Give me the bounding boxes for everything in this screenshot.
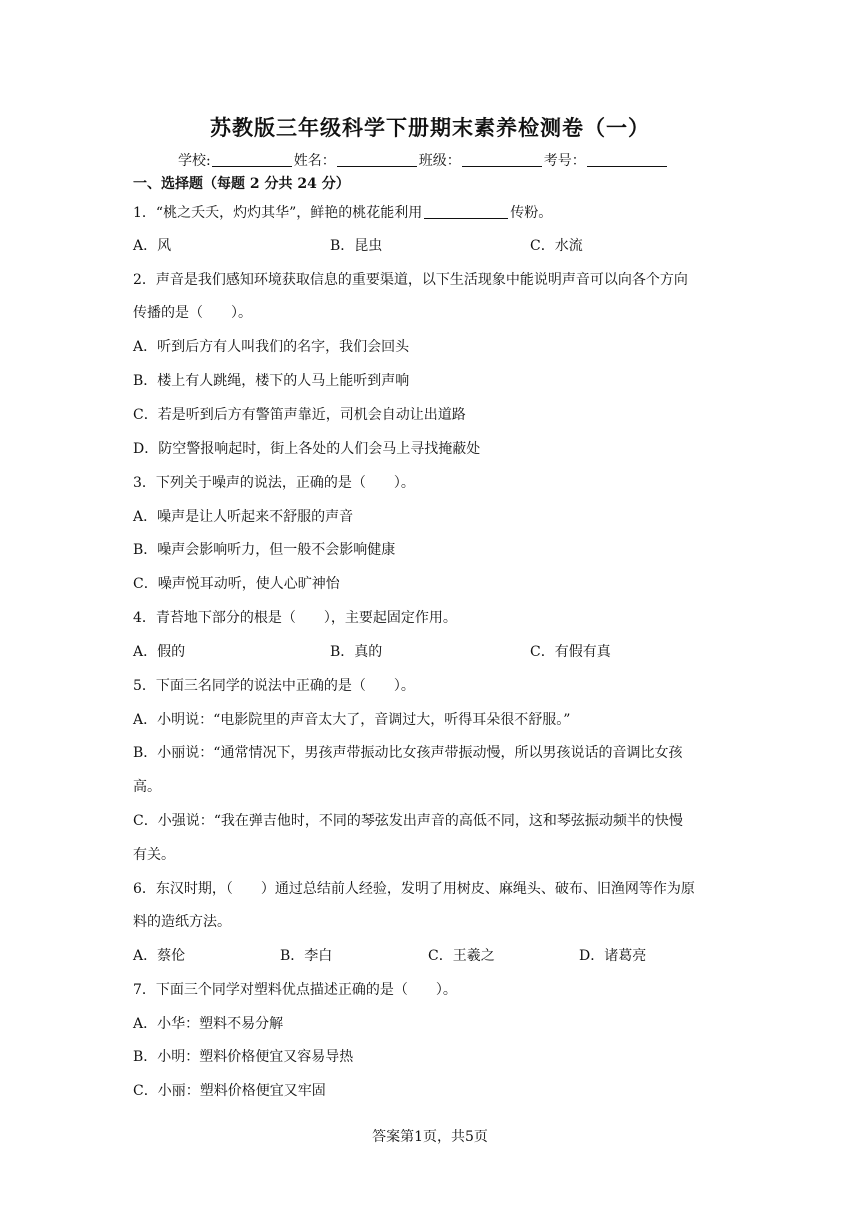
- question-3-option-a[interactable]: A．噪声是让人听起来不舒服的声音: [133, 509, 354, 525]
- question-4-option-b[interactable]: B．真的: [330, 644, 383, 660]
- question-3-option-c[interactable]: C．噪声悦耳动听，使人心旷神怡: [133, 576, 340, 592]
- name-label: 姓名：: [293, 153, 336, 169]
- exam-number-label: 考号：: [543, 153, 586, 169]
- question-6-option-a[interactable]: A．蔡伦: [133, 948, 186, 964]
- question-1-blank[interactable]: [424, 204, 508, 219]
- question-6-option-c[interactable]: C．王羲之: [428, 948, 495, 964]
- question-7-option-c[interactable]: C．小丽：塑料价格便宜又牢固: [133, 1083, 326, 1099]
- question-5-option-c-line2[interactable]: 有关。: [133, 847, 175, 863]
- student-info-row: [178, 150, 669, 170]
- question-5-option-b-line2[interactable]: 高。: [133, 779, 161, 795]
- school-label: 学校:: [178, 153, 211, 169]
- question-6-option-b[interactable]: B．李白: [280, 948, 333, 964]
- question-5-option-c-line1[interactable]: C．小强说：“我在弹吉他时，不同的琴弦发出声音的高低不同，这和琴弦振动频半的快慢: [133, 813, 683, 829]
- question-2-option-a[interactable]: A．听到后方有人叫我们的名字，我们会回头: [133, 339, 410, 355]
- school-blank[interactable]: [212, 152, 292, 167]
- question-1-option-b[interactable]: B．昆虫: [330, 238, 383, 254]
- question-2-stem-line1: 2．声音是我们感知环境获取信息的重要渠道，以下生活现象中能说明声音可以向各个方向: [133, 272, 688, 288]
- question-6-stem-line1: 6．东汉时期，（ ）通过总结前人经验，发明了用树皮、麻绳头、破布、旧渔网等作为原: [133, 881, 695, 897]
- question-1-text-end: 传粉。: [510, 205, 553, 221]
- question-5-option-a[interactable]: A．小明说：“电影院里的声音太大了，音调过大，听得耳朵很不舒服。”: [133, 712, 571, 728]
- question-1-stem: [133, 203, 552, 223]
- page-footer: 答案第1页，共5页: [372, 1129, 488, 1145]
- section-heading: 一、选择题（每题 2 分共 24 分）: [133, 176, 350, 192]
- class-label: 班级：: [418, 153, 461, 169]
- question-2-option-c[interactable]: C．若是听到后方有警笛声靠近，司机会自动让出道路: [133, 407, 466, 423]
- question-5-option-b-line1[interactable]: B．小丽说：“通常情况下，男孩声带振动比女孩声带振动慢，所以男孩说话的音调比女孩: [133, 745, 683, 761]
- question-1-option-a[interactable]: A．风: [133, 238, 172, 254]
- question-7-option-b[interactable]: B．小明：塑料价格便宜又容易导热: [133, 1049, 354, 1065]
- question-6-option-d[interactable]: D．诸葛亮: [579, 948, 647, 964]
- question-4-stem: 4．青苔地下部分的根是（ ），主要起固定作用。: [133, 610, 457, 626]
- question-4-option-a[interactable]: A．假的: [133, 644, 186, 660]
- name-blank[interactable]: [337, 152, 417, 167]
- question-3-stem: 3．下列关于噪声的说法，正确的是（ ）。: [133, 475, 415, 491]
- question-5-stem: 5．下面三名同学的说法中正确的是（ ）。: [133, 678, 415, 694]
- question-2-stem-line2: 传播的是（ ）。: [133, 305, 252, 321]
- question-1-text: 1．“桃之夭夭，灼灼其华”，鲜艳的桃花能利用: [133, 205, 423, 221]
- question-2-option-d[interactable]: D．防空警报响起时，街上各处的人们会马上寻找掩蔽处: [133, 441, 481, 457]
- exam-number-blank[interactable]: [587, 152, 667, 167]
- question-3-option-b[interactable]: B．噪声会影响听力，但一般不会影响健康: [133, 542, 396, 558]
- question-2-option-b[interactable]: B．楼上有人跳绳，楼下的人马上能听到声响: [133, 373, 410, 389]
- question-6-stem-line2: 料的造纸方法。: [133, 914, 231, 930]
- class-blank[interactable]: [462, 152, 542, 167]
- question-4-option-c[interactable]: C．有假有真: [530, 644, 611, 660]
- question-7-stem: 7．下面三个同学对塑料优点描述正确的是（ ）。: [133, 982, 457, 998]
- question-7-option-a[interactable]: A．小华：塑料不易分解: [133, 1016, 284, 1032]
- page-title: 苏教版三年级科学下册期末素养检测卷（一）: [210, 115, 650, 140]
- question-1-option-c[interactable]: C．水流: [530, 238, 583, 254]
